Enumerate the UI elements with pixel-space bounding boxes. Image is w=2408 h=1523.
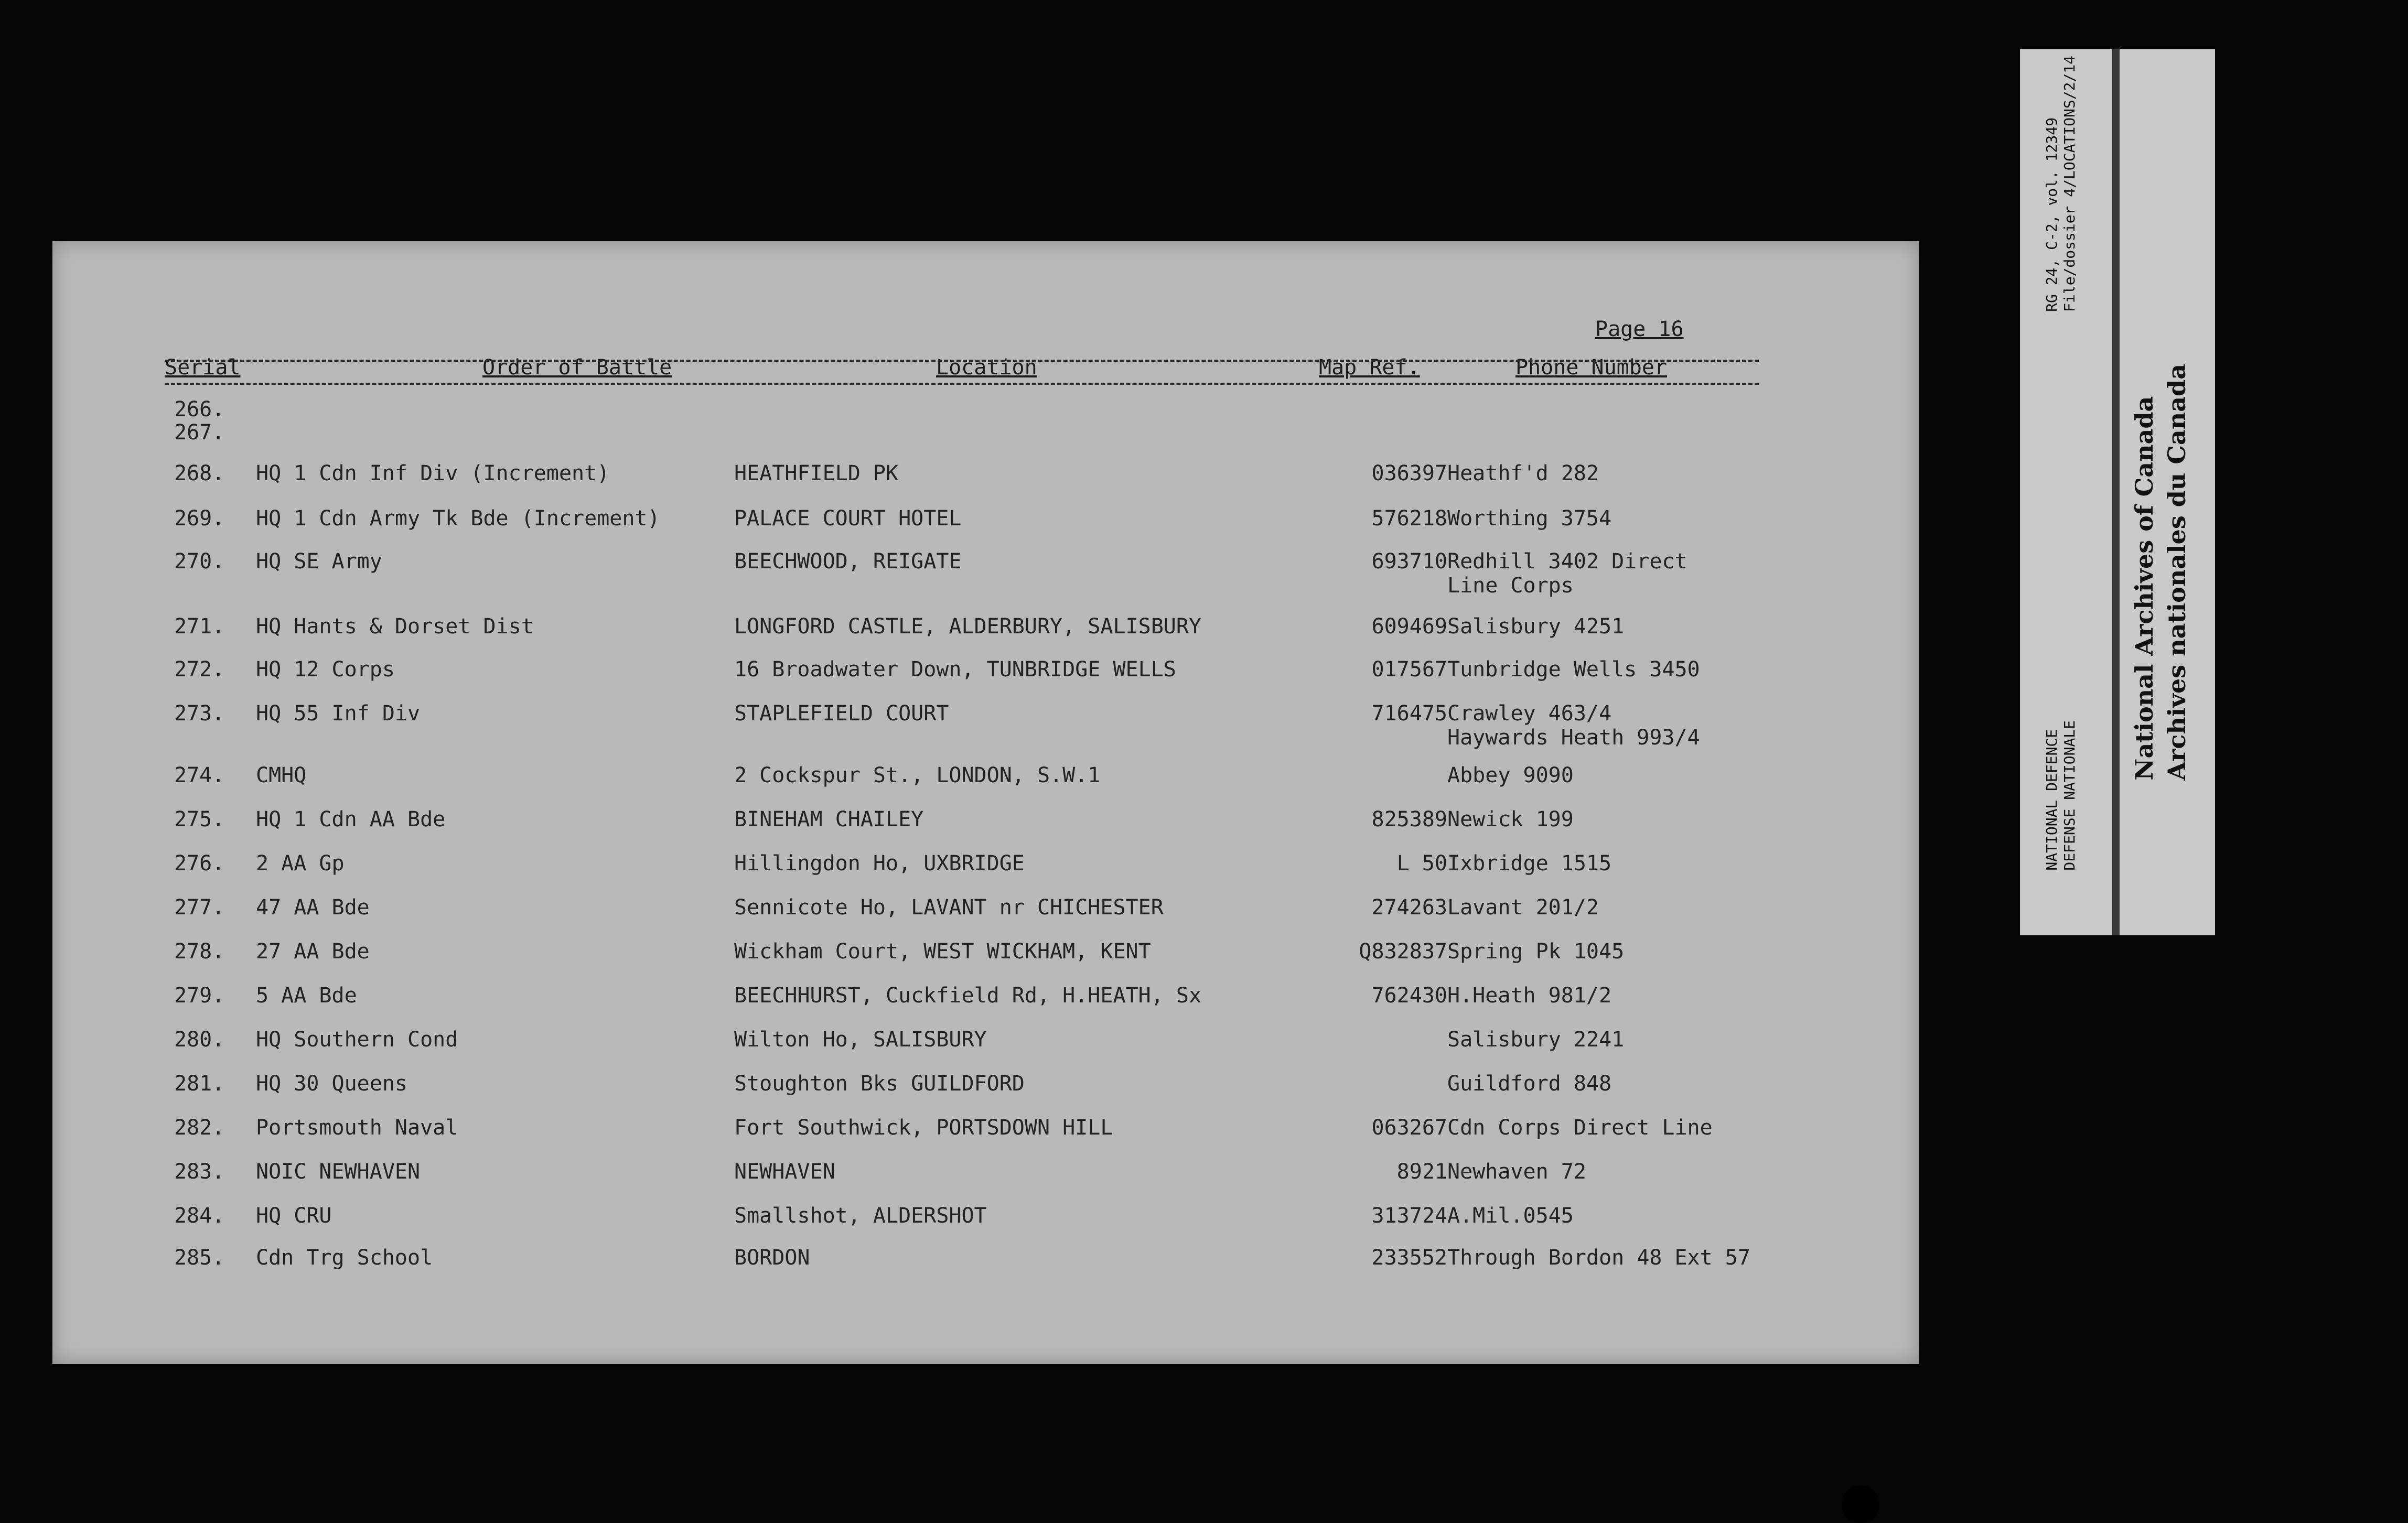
- tag-divider: [2112, 49, 2120, 935]
- row-serial: 276.: [174, 851, 225, 876]
- row-map-ref: 313724: [1371, 1204, 1447, 1228]
- row-location: Fort Southwick, PORTSDOWN HILL: [734, 1116, 1113, 1140]
- row-location: BEECHWOOD, REIGATE: [734, 549, 962, 574]
- header-rule-top: [165, 360, 1759, 362]
- table-row: [52, 939, 1919, 987]
- row-location: Wilton Ho, SALISBURY: [734, 1028, 987, 1052]
- row-phone-number: Lavant 201/2: [1447, 895, 1599, 920]
- row-location: Stoughton Bks GUILDFORD: [734, 1072, 1025, 1096]
- row-map-ref: 063267: [1371, 1116, 1447, 1140]
- row-map-ref: 576218: [1371, 506, 1447, 531]
- row-serial: 273.: [174, 701, 225, 726]
- row-order-of-battle: 47 AA Bde: [256, 895, 370, 920]
- table-row: [52, 1072, 1919, 1119]
- row-serial: 277.: [174, 895, 225, 920]
- row-location: BINEHAM CHAILEY: [734, 807, 924, 831]
- row-location: Sennicote Ho, LAVANT nr CHICHESTER: [734, 895, 1164, 920]
- row-order-of-battle: Portsmouth Naval: [256, 1116, 458, 1140]
- row-order-of-battle: Cdn Trg School: [256, 1246, 433, 1270]
- row-phone-number: Newick 199: [1447, 807, 1574, 831]
- table-row: [52, 1116, 1919, 1163]
- row-order-of-battle: HQ CRU: [256, 1204, 332, 1228]
- row-serial: 268.: [174, 461, 225, 485]
- row-map-ref: 693710: [1371, 549, 1447, 574]
- row-order-of-battle: 5 AA Bde: [256, 984, 357, 1008]
- row-location: Wickham Court, WEST WICKHAM, KENT: [734, 939, 1151, 964]
- row-order-of-battle: HQ 1 Cdn AA Bde: [256, 807, 446, 831]
- row-phone-number: Salisbury 4251: [1447, 614, 1625, 639]
- row-serial: 280.: [174, 1028, 225, 1052]
- row-serial: 279.: [174, 984, 225, 1008]
- table-row: [52, 807, 1919, 855]
- row-map-ref: 825389: [1371, 807, 1447, 831]
- row-serial: 275.: [174, 807, 225, 831]
- row-serial: 272.: [174, 657, 225, 682]
- table-row: [52, 851, 1919, 899]
- row-map-ref: 762430: [1371, 984, 1447, 1008]
- row-order-of-battle: 2 AA Gp: [256, 851, 345, 876]
- table-row: [52, 895, 1919, 943]
- row-order-of-battle: HQ 1 Cdn Inf Div (Increment): [256, 461, 610, 485]
- row-map-ref: L 50: [1396, 851, 1447, 876]
- row-order-of-battle: 27 AA Bde: [256, 939, 370, 964]
- row-order-of-battle: HQ 1 Cdn Army Tk Bde (Increment): [256, 506, 660, 531]
- row-order-of-battle: HQ Southern Cond: [256, 1028, 458, 1052]
- row-order-of-battle: NOIC NEWHAVEN: [256, 1160, 421, 1184]
- document-page: [52, 241, 1919, 1364]
- row-phone-number: H.Heath 981/2: [1447, 984, 1612, 1008]
- row-map-ref: 017567: [1371, 657, 1447, 682]
- header-location: Location: [936, 355, 1037, 380]
- row-phone-number: Worthing 3754: [1447, 506, 1612, 531]
- row-map-ref: 609469: [1371, 614, 1447, 639]
- row-map-ref: 716475: [1371, 701, 1447, 726]
- row-serial: 281.: [174, 1072, 225, 1096]
- row-serial: 270.: [174, 549, 225, 574]
- row-phone-number: Guildford 848: [1447, 1072, 1612, 1096]
- row-order-of-battle: HQ SE Army: [256, 549, 382, 574]
- row-serial: 284.: [174, 1204, 225, 1228]
- row-phone-number: Redhill 3402 Direct Line Corps: [1447, 549, 1687, 598]
- table-row: [52, 763, 1919, 811]
- header-rule-bottom: [165, 383, 1759, 385]
- row-serial: 285.: [174, 1246, 225, 1270]
- header-serial: Serial: [165, 355, 241, 380]
- row-phone-number: Heathf'd 282: [1447, 461, 1599, 485]
- row-location: BEECHHURST, Cuckfield Rd, H.HEATH, Sx: [734, 984, 1202, 1008]
- row-order-of-battle: HQ 55 Inf Div: [256, 701, 421, 726]
- table-row: [52, 701, 1919, 749]
- punch-hole: [1842, 1485, 1879, 1523]
- row-order-of-battle: HQ Hants & Dorset Dist: [256, 614, 534, 639]
- row-location: BORDON: [734, 1246, 810, 1270]
- row-map-ref: 233552: [1371, 1246, 1447, 1270]
- header-order-of-battle: Order of Battle: [482, 355, 672, 380]
- row-order-of-battle: HQ 12 Corps: [256, 657, 395, 682]
- row-serial: 282.: [174, 1116, 225, 1140]
- table-row: [52, 420, 1919, 468]
- archives-label: National Archives of Canada Archives nationales du Canada: [2130, 364, 2191, 781]
- department-label: NATIONAL DEFENCE DEFENSE NATIONALE: [2043, 720, 2078, 871]
- row-map-ref: 036397: [1371, 461, 1447, 485]
- row-phone-number: Salisbury 2241: [1447, 1028, 1625, 1052]
- row-location: STAPLEFIELD COURT: [734, 701, 949, 726]
- table-row: [52, 614, 1919, 662]
- row-order-of-battle: HQ 30 Queens: [256, 1072, 407, 1096]
- row-location: LONGFORD CASTLE, ALDERBURY, SALISBURY: [734, 614, 1202, 639]
- row-phone-number: Tunbridge Wells 3450: [1447, 657, 1700, 682]
- row-serial: 283.: [174, 1160, 225, 1184]
- header-map-ref: Map Ref.: [1319, 355, 1420, 380]
- header-phone-number: Phone Number: [1515, 355, 1667, 380]
- row-phone-number: Newhaven 72: [1447, 1160, 1586, 1184]
- row-location: PALACE COURT HOTEL: [734, 506, 962, 531]
- row-location: HEATHFIELD PK: [734, 461, 899, 485]
- row-serial: 271.: [174, 614, 225, 639]
- row-phone-number: Crawley 463/4 Haywards Heath 993/4: [1447, 701, 1700, 750]
- table-row: [52, 506, 1919, 554]
- table-row: [52, 1160, 1919, 1207]
- table-row: [52, 461, 1919, 509]
- row-phone-number: Through Bordon 48 Ext 57: [1447, 1246, 1750, 1270]
- row-serial: 267.: [174, 420, 225, 445]
- page-number: Page 16: [1595, 317, 1684, 341]
- row-location: 2 Cockspur St., LONDON, S.W.1: [734, 763, 1101, 787]
- table-row: [52, 1246, 1919, 1293]
- row-phone-number: A.Mil.0545: [1447, 1204, 1574, 1228]
- row-location: NEWHAVEN: [734, 1160, 835, 1184]
- table-row: [52, 549, 1919, 597]
- row-phone-number: Spring Pk 1045: [1447, 939, 1625, 964]
- row-serial: 269.: [174, 506, 225, 531]
- row-map-ref: Q832837: [1359, 939, 1447, 964]
- row-serial: 274.: [174, 763, 225, 787]
- table-row: [52, 1028, 1919, 1075]
- archive-tag: [2020, 49, 2215, 935]
- row-location: Smallshot, ALDERSHOT: [734, 1204, 987, 1228]
- table-row: [52, 984, 1919, 1031]
- table-row: [52, 657, 1919, 705]
- row-map-ref: 8921: [1396, 1160, 1447, 1184]
- row-serial: 278.: [174, 939, 225, 964]
- row-location: Hillingdon Ho, UXBRIDGE: [734, 851, 1025, 876]
- row-map-ref: 274263: [1371, 895, 1447, 920]
- table-row: [52, 1204, 1919, 1251]
- row-phone-number: Cdn Corps Direct Line: [1447, 1116, 1713, 1140]
- archive-reference: RG 24, C-2, vol. 12349 File/dossier 4/LOCATIONS/2/14: [2043, 56, 2078, 312]
- row-phone-number: Abbey 9090: [1447, 763, 1574, 787]
- row-location: 16 Broadwater Down, TUNBRIDGE WELLS: [734, 657, 1176, 682]
- row-serial: 266.: [174, 397, 225, 422]
- row-order-of-battle: CMHQ: [256, 763, 307, 787]
- row-phone-number: Ixbridge 1515: [1447, 851, 1612, 876]
